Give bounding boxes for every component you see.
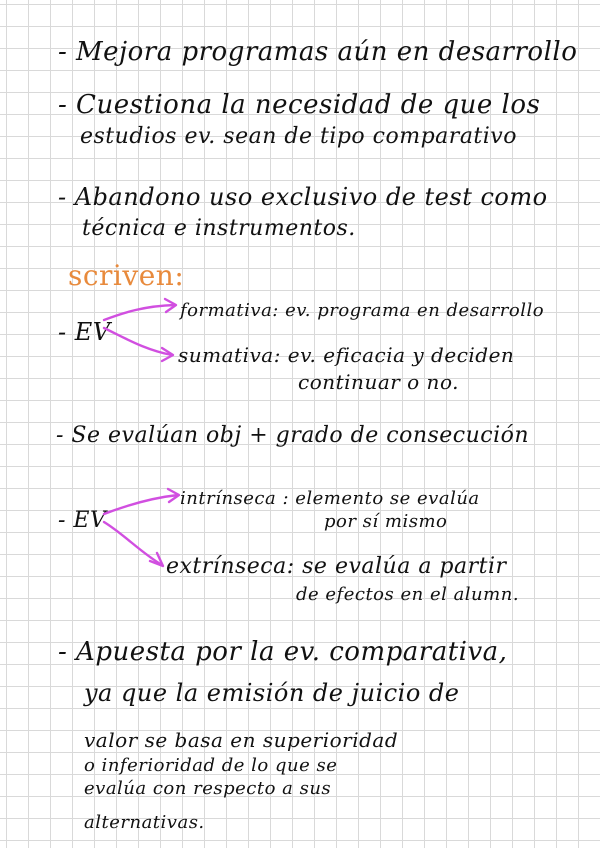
paragraph-line-2: ya que la emisión de juicio de [84, 679, 460, 707]
section-heading-scriven: scriven: [68, 259, 185, 292]
note-line-improves-programs: - Mejora programas aún en desarrollo [58, 37, 578, 67]
branch-sumativa-continued: continuar o no. [298, 370, 459, 394]
paragraph-line-6: alternativas. [84, 812, 205, 833]
arrowhead-extrinseca [150, 553, 163, 566]
paragraph-line-4: o inferioridad de lo que se [84, 755, 338, 776]
arrow-to-formativa [104, 305, 175, 320]
branch-sumativa: sumativa: ev. eficacia y deciden [178, 343, 515, 367]
branch-formativa: formativa: ev. programa en desarrollo [180, 300, 545, 321]
paragraph-line-3: valor se basa en superioridad [84, 728, 399, 752]
note-line-technique-instruments: técnica e instrumentos. [82, 216, 356, 241]
ev-label-2: - EV [58, 508, 107, 533]
ev-label-1: - EV [58, 318, 111, 346]
arrowhead-formativa [165, 299, 176, 312]
paragraph-line-5: evalúa con respecto a sus [84, 778, 332, 799]
arrowhead-sumativa [162, 348, 173, 361]
branch-intrinseca: intrínseca : elemento se evalúa [180, 488, 480, 509]
arrow-to-intrinseca [104, 495, 178, 514]
branch-extrinseca-continued: de efectos en el alumn. [296, 584, 520, 605]
note-line-evaluates-objectives: - Se evalúan obj + grado de consecución [56, 423, 530, 448]
paragraph-line-1: - Apuesta por la ev. comparativa, [58, 637, 508, 667]
arrow-to-sumativa [104, 328, 172, 355]
arrow-to-extrinseca [104, 522, 162, 565]
arrowhead-intrinseca [168, 489, 179, 502]
branch-intrinseca-continued: por sí mismo [324, 511, 448, 532]
note-line-abandons-tests: - Abandono uso exclusivo de test como [58, 183, 548, 211]
note-line-comparative-studies: estudios ev. sean de tipo comparativo [80, 124, 517, 149]
note-line-questions-need: - Cuestiona la necesidad de que los [58, 90, 541, 120]
branch-extrinseca: extrínseca: se evalúa a partir [166, 554, 507, 579]
